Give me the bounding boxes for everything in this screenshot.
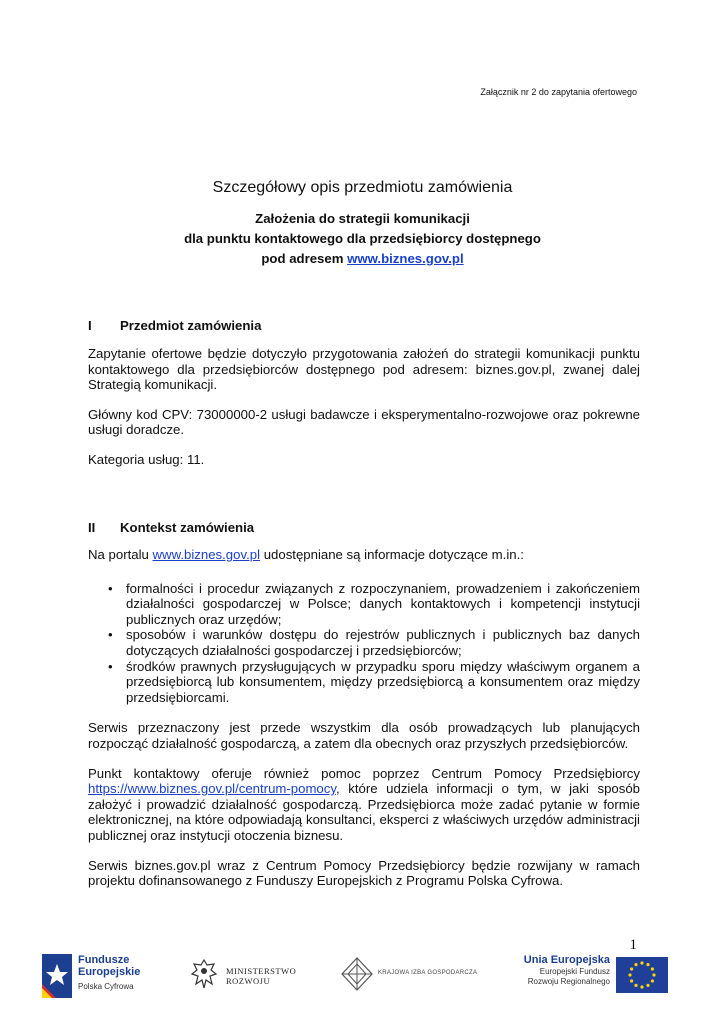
intro-suffix: udostępniane są informacje dotyczące m.in.: bbox=[260, 547, 524, 562]
centrum-pomocy-link[interactable]: https://www.biznes.gov.pl/centrum-pomocy bbox=[88, 781, 336, 797]
section-2-heading bbox=[88, 520, 640, 535]
subtitle-line-2: dla punktu kontaktowego dla przedsiębiorcy dostępnego bbox=[184, 231, 541, 246]
section-1 bbox=[88, 318, 640, 468]
fe-text-3: Polska Cyfrowa bbox=[78, 982, 134, 991]
ministry-text-2: ROZWOJU bbox=[226, 976, 271, 986]
fe-star-icon bbox=[42, 954, 72, 998]
subtitle-block bbox=[0, 209, 725, 269]
bullet-icon: • bbox=[108, 580, 113, 596]
section-1-paragraph-2: Główny kod CPV: 73000000-2 usługi badawcze i eksperymentalno-rozwojowe oraz pokrewne usługi doradcze. bbox=[88, 406, 640, 438]
subtitle-line-3 bbox=[0, 249, 725, 269]
page-number: 1 bbox=[629, 937, 637, 953]
section-1-title: Przedmiot zamówienia bbox=[120, 318, 262, 333]
punkt-suffix: , które udziela informacji o tym, w jaki sposób założyć i prowadzić działalność gospodarczą. Przedsiębiorca może zadać pytanie w formie elektronicznej, na które odpowiadają konsultanci, eksperci z właściwych urzędów administracji publicznej oraz instytucji otoczenia biznesu. bbox=[88, 781, 640, 843]
list-item bbox=[108, 627, 640, 658]
biznes-link-intro[interactable]: www.biznes.gov.pl bbox=[152, 547, 261, 562]
bullet-icon: • bbox=[108, 627, 113, 643]
punkt-paragraph bbox=[88, 766, 640, 844]
section-1-paragraph-1: Zapytanie ofertowe będzie dotyczyło przygotowania założeń do strategii komunikacji punktu kontaktowego dla przedsiębiorców dostępnego pod adresem: biznes.gov.pl, zwanej dalej Strategią komunikacji. bbox=[88, 346, 640, 393]
list-item bbox=[108, 581, 640, 628]
document-title: Szczegółowy opis przedmiotu zamówienia bbox=[212, 179, 513, 196]
punkt-prefix: Punkt kontaktowy oferuje również pomoc poprzez Centrum Pomocy Przedsiębiorcy bbox=[88, 765, 640, 781]
ministry-text-1: MINISTERSTWO bbox=[226, 966, 297, 976]
footer-logos bbox=[0, 950, 725, 1010]
bullet-icon: • bbox=[108, 658, 113, 674]
eu-text-3: Rozwoju Regionalnego bbox=[527, 977, 610, 986]
kig-logo bbox=[340, 956, 500, 996]
fe-logo bbox=[42, 954, 162, 998]
section-2 bbox=[88, 520, 640, 889]
intro-prefix: Na portalu bbox=[88, 547, 153, 562]
final-paragraph: Serwis biznes.gov.pl wraz z Centrum Pomocy Przedsiębiorcy będzie rozwijany w ramach projektu dofinansowanego z Funduszy Europejskich z Programu Polska Cyfrowa. bbox=[88, 857, 640, 889]
kig-text: KRAJOWA IZBA GOSPODARCZA bbox=[378, 970, 478, 976]
section-1-number: I bbox=[88, 318, 92, 333]
eu-text-2: Europejski Fundusz bbox=[539, 967, 610, 976]
kig-emblem-icon bbox=[340, 956, 374, 992]
eu-flag-icon bbox=[616, 957, 668, 993]
list-item bbox=[108, 659, 640, 706]
eu-text-1: Unia Europejska bbox=[523, 954, 610, 966]
section-2-title: Kontekst zamówienia bbox=[120, 520, 255, 535]
list-item-text: sposobów i warunków dostępu do rejestrów publicznych i publicznych baz danych dotyczących działalności gospodarczej i przedsiębiorców; bbox=[126, 627, 640, 658]
list-item-text: środków prawnych przysługujących w przypadku sporu między właściwym organem a przedsiębiorcą lub konsumentem, między przedsiębiorcą a konsumentem oraz między przedsiębiorcami. bbox=[126, 658, 640, 705]
subtitle-line-1: Założenia do strategii komunikacji bbox=[255, 211, 470, 226]
eu-text-block bbox=[510, 954, 610, 998]
subtitle-prefix: pod adresem bbox=[261, 251, 348, 266]
section-1-heading bbox=[88, 318, 640, 333]
biznes-link-title[interactable]: www.biznes.gov.pl bbox=[347, 251, 464, 266]
eagle-emblem-icon bbox=[190, 956, 218, 992]
serwis-paragraph: Serwis przeznaczony jest przede wszystkim dla osób prowadzących lub planujących rozpocząć działalność gospodarczą, a zatem dla obecnych oraz przyszłych przedsiębiorców. bbox=[88, 720, 640, 751]
fe-text-2: Europejskie bbox=[78, 966, 141, 978]
list-item-text: formalności i procedur związanych z rozpoczynaniem, prowadzeniem i zakończeniem działalności gospodarczej w Polsce; danych kontaktowych i kompetencji instytucji publicznych oraz urzędów; bbox=[126, 580, 640, 627]
info-list bbox=[108, 581, 640, 706]
fe-text-1: Fundusze bbox=[78, 954, 130, 966]
section-1-paragraph-3: Kategoria usług: 11. bbox=[88, 451, 205, 467]
section-2-number: II bbox=[88, 520, 96, 535]
ministry-logo bbox=[190, 956, 310, 996]
attachment-note: Załącznik nr 2 do zapytania ofertowego bbox=[480, 87, 637, 97]
section-2-intro bbox=[88, 547, 640, 563]
